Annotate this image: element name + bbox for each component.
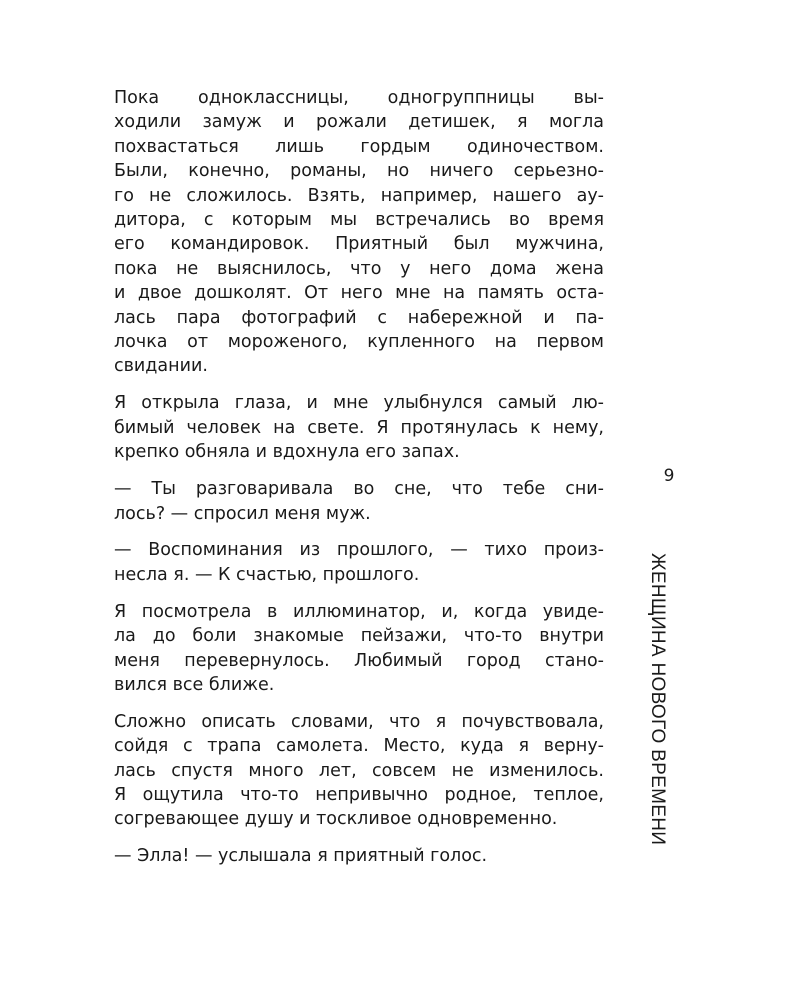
text-line: Я ощутила что-то непривычно родное, теплое, — [114, 785, 604, 806]
text-line: — Воспоминания из прошлого, — тихо произ- — [114, 540, 604, 561]
text-line: лась пара фотографий с набережной и па- — [114, 307, 604, 328]
text-line: согревающее душу и тоскливое одновременно. — [114, 809, 558, 830]
text-line: бимый человек на свете. Я протянулась к нему, — [114, 417, 604, 438]
text-line: свидании. — [114, 356, 208, 377]
page-number: 9 — [663, 466, 675, 486]
text-line: дитора, с которым мы встречались во время — [114, 210, 604, 231]
body-text — [114, 86, 604, 881]
text-line: го не сложилось. Взять, например, нашего ау- — [114, 185, 604, 206]
text-line: лось? — спросил меня муж. — [114, 503, 371, 524]
text-line: и двое дошколят. От него мне на память оста- — [114, 283, 604, 304]
text-line: меня перевернулось. Любимый город стано- — [114, 650, 604, 671]
text-line: Я открыла глаза, и мне улыбнулся самый лю- — [114, 393, 604, 414]
text-line: пока не выяснилось, что у него дома жена — [114, 258, 604, 279]
text-line: вился все ближе. — [114, 674, 275, 695]
text-line: — Элла! — услышала я приятный голос. — [114, 846, 488, 867]
paragraph-7 — [114, 844, 604, 868]
paragraph-2 — [114, 391, 604, 464]
text-line: лочка от мороженого, купленного на первом — [114, 332, 604, 353]
text-line: Я посмотрела в иллюминатор, и, когда увиде- — [114, 601, 604, 622]
text-line: его командировок. Приятный был мужчина, — [114, 234, 604, 255]
paragraph-4 — [114, 538, 604, 587]
text-line: ходили замуж и рожали детишек, я могла — [114, 112, 604, 133]
running-title: ЖЕНЩИНА НОВОГО ВРЕМЕНИ — [647, 553, 668, 846]
text-line: лась спустя много лет, совсем не изменилось. — [114, 760, 604, 781]
text-line: несла я. — К счастью, прошлого. — [114, 564, 420, 585]
paragraph-1 — [114, 86, 604, 379]
paragraph-5 — [114, 600, 604, 698]
text-line: ла до боли знакомые пейзажи, что-то внутри — [114, 626, 604, 647]
text-line: похвастаться лишь гордым одиночеством. — [114, 136, 604, 157]
text-line: — Ты разговаривала во сне, что тебе сни- — [114, 479, 604, 500]
text-line: крепко обняла и вдохнула его запах. — [114, 442, 460, 463]
text-line: сойдя с трапа самолета. Место, куда я верну- — [114, 736, 604, 757]
paragraph-6 — [114, 710, 604, 832]
text-line: Были, конечно, романы, но ничего серьезно- — [114, 161, 604, 182]
paragraph-3 — [114, 477, 604, 526]
text-line: Пока одноклассницы, одногруппницы вы- — [114, 88, 604, 108]
text-line: Сложно описать словами, что я почувствовала, — [114, 711, 604, 732]
